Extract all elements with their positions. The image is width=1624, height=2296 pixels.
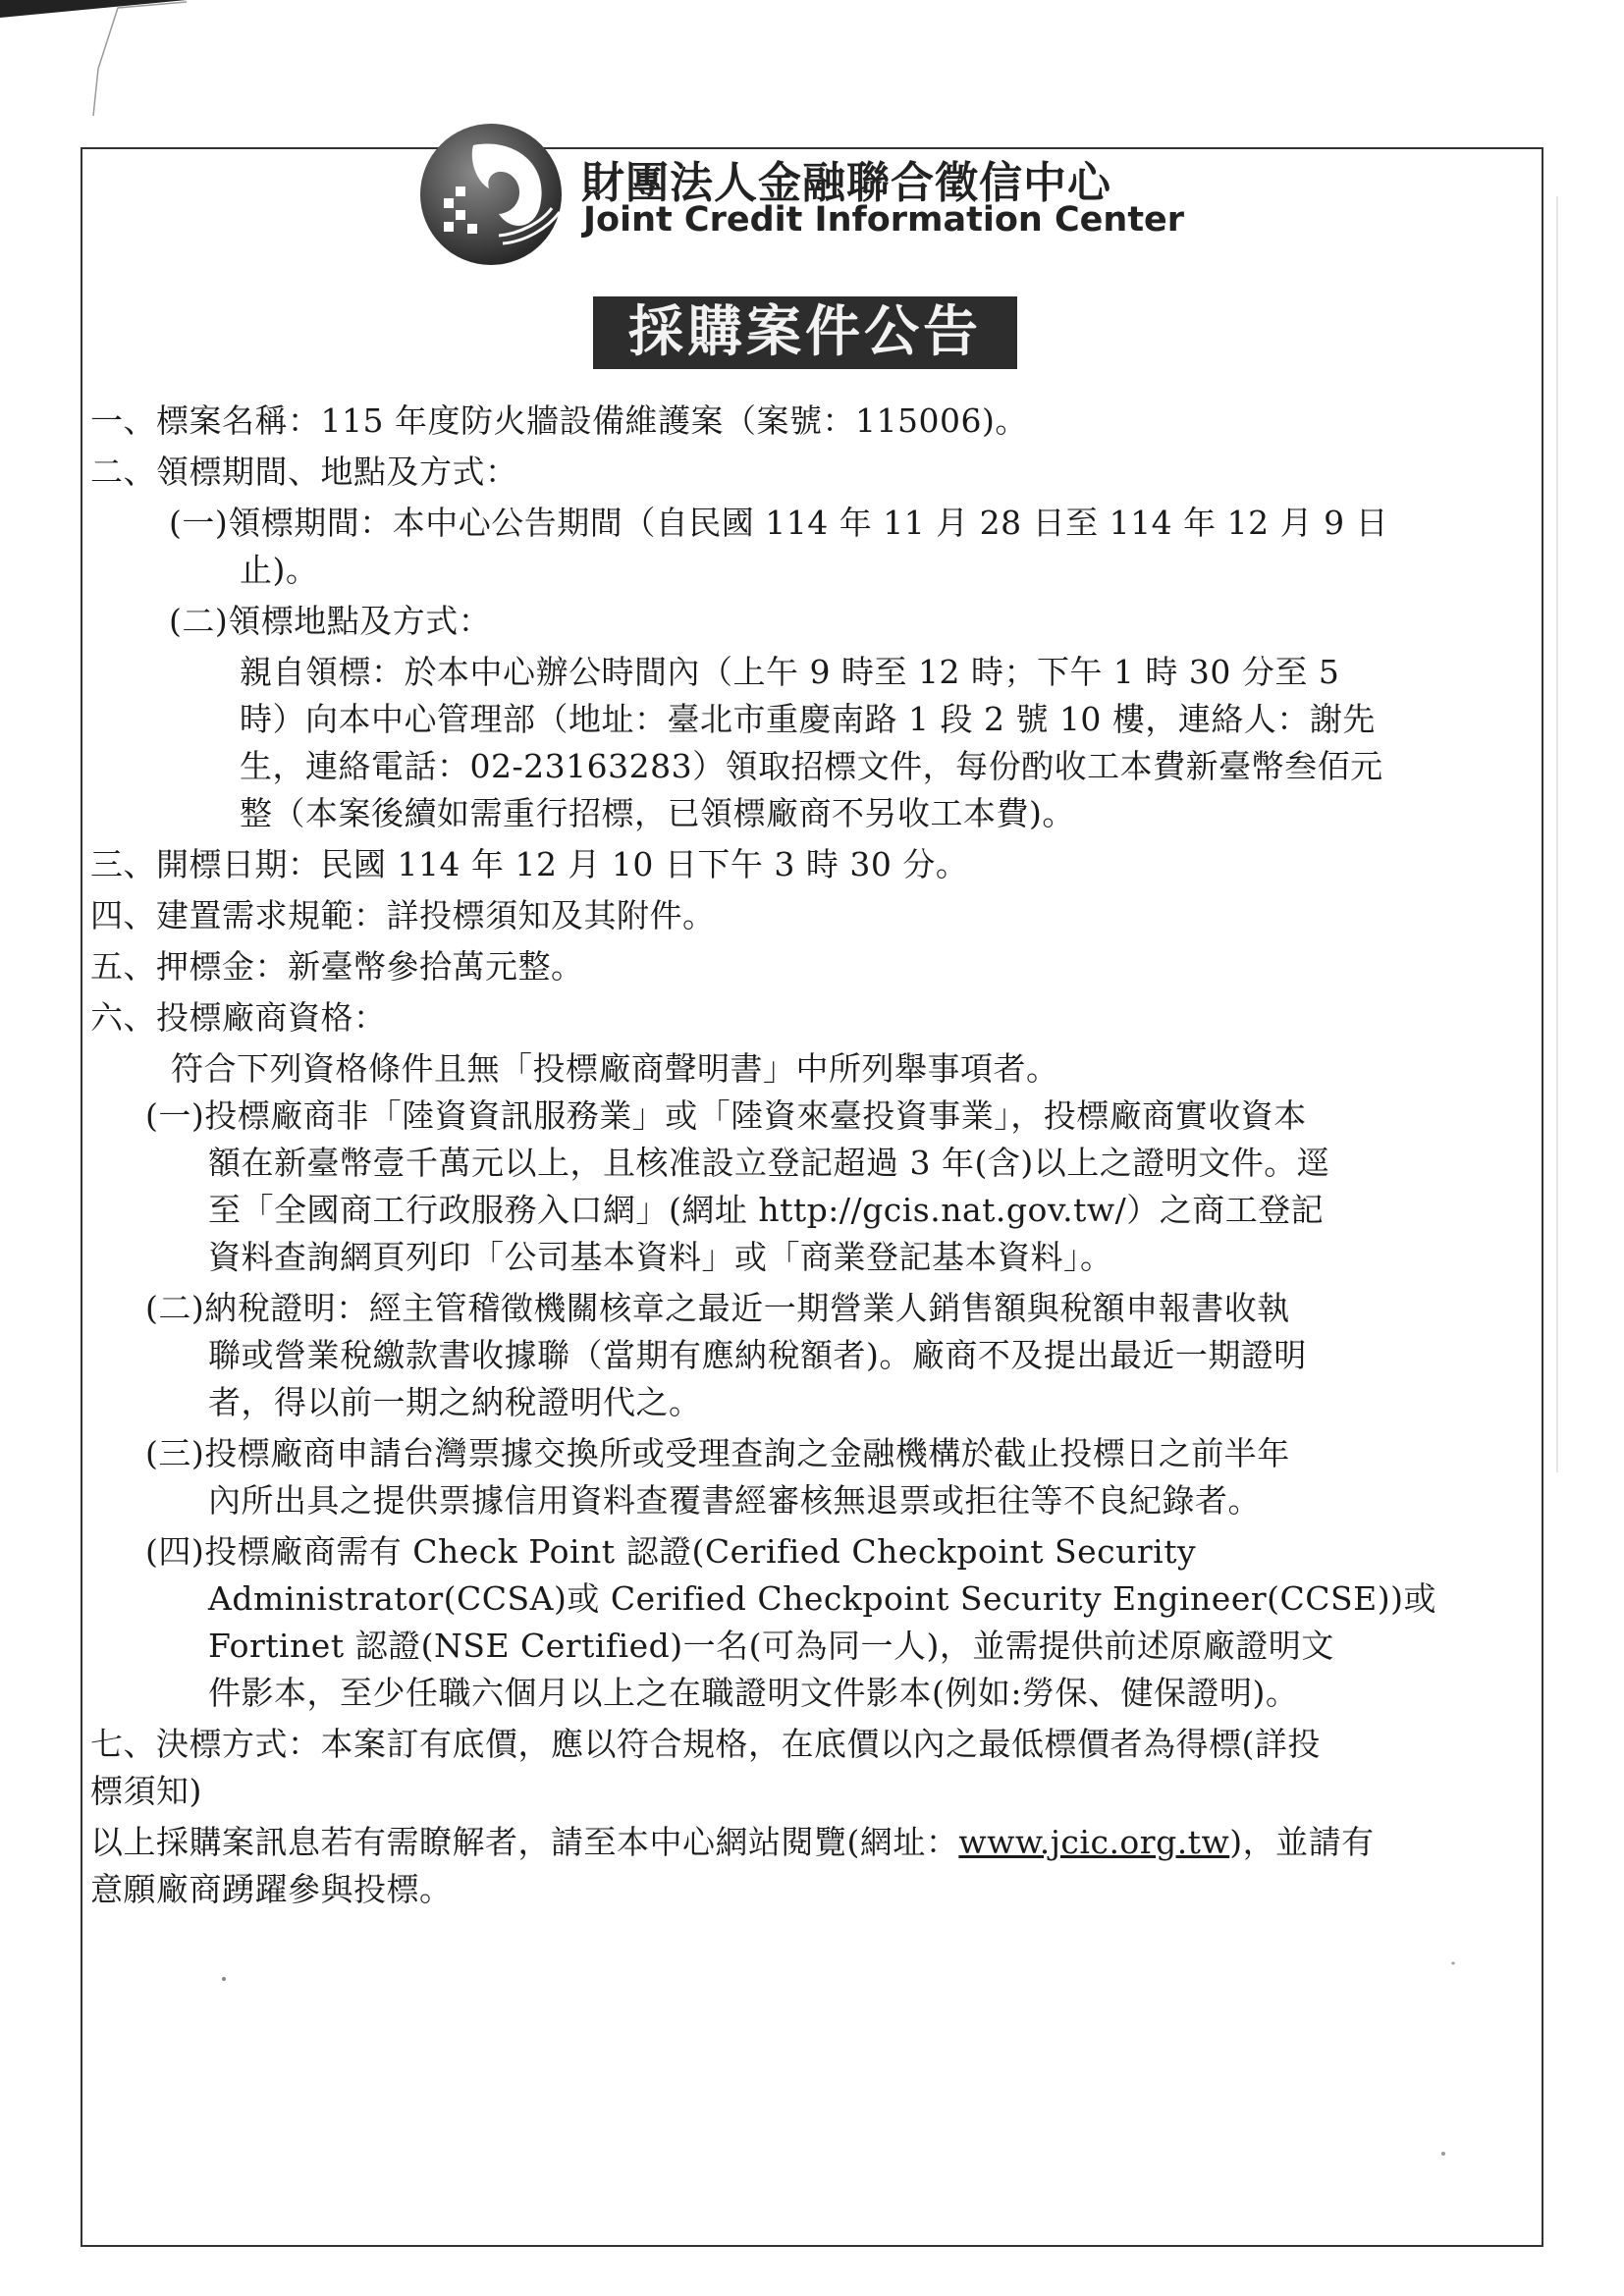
section-6-2-line: 聯或營業稅繳款書收據聯（當期有應納稅額者)。廠商不及提出最近一期證明 — [208, 1336, 1307, 1374]
closing-note — [90, 1819, 1534, 1866]
letterhead — [405, 116, 1210, 273]
section-6-4-line: Administrator(CCSA)或 Cerified Checkpoint Security Engineer(CCSE))或 — [208, 1579, 1436, 1618]
section-7-award-method: 七、決標方式：本案訂有底價，應以符合規格，在底價以內之最低標價者為得標(詳投 — [90, 1725, 1321, 1763]
section-2-2-line: 整（本案後續如需重行招標，已領標廠商不另收工本費)。 — [240, 794, 1075, 832]
section-6-3-line: 內所出具之提供票據信用資料查覆書經審核無退票或拒往等不良紀錄者。 — [208, 1481, 1261, 1520]
section-2-2-line: 時）向本中心管理部（地址：臺北市重慶南路 1 段 2 號 10 樓，連絡人：謝先 — [240, 700, 1376, 738]
jcic-website-link[interactable]: www.jcic.org.tw — [958, 1823, 1230, 1861]
section-6-4-line: (四)投標廠商需有 Check Point 認證(Cerified Checkpoint Security — [145, 1532, 1197, 1571]
section-1-tender-name: 一、標案名稱：115 年度防火牆設備維護案（案號：115006)。 — [90, 401, 1028, 440]
closing-note: 意願廠商踴躍參與投標。 — [90, 1870, 453, 1908]
section-6-4-line: Fortinet 認證(NSE Certified)一名(可為同一人)，並需提供前述原廠證明文 — [208, 1627, 1334, 1665]
section-6-4-line: 件影本，至少任職六個月以上之在職證明文件影本(例如:勞保、健保證明)。 — [208, 1674, 1299, 1712]
section-6-1-line: (一)投標廠商非「陸資資訊服務業」或「陸資來臺投資事業」，投標廠商實收資本 — [145, 1096, 1307, 1135]
section-6-intro: 符合下列資格條件且無「投標廠商聲明書」中所列舉事項者。 — [171, 1049, 1059, 1088]
section-6-1-line: 額在新臺幣壹千萬元以上，且核准設立登記超過 3 年(含)以上之證明文件。逕 — [208, 1144, 1330, 1182]
section-2-2-line: 親自領標：於本中心辦公時間內（上午 9 時至 12 時；下午 1 時 30 分至 5 — [240, 653, 1340, 691]
section-6-1-line: 資料查詢網頁列印「公司基本資料」或「商業登記基本資料」。 — [208, 1238, 1113, 1276]
section-2-heading: 二、領標期間、地點及方式： — [90, 453, 518, 491]
announcement-body — [90, 398, 1534, 1913]
section-2-1-line: 止)。 — [240, 551, 319, 589]
section-2-1-line: (一)領標期間：本中心公告期間（自民國 114 年 11 月 28 日至 114 年 12 月 9 日 — [169, 504, 1389, 542]
section-6-2-line: 者，得以前一期之納稅證明代之。 — [208, 1383, 702, 1421]
announcement-title: 採購案件公告 — [593, 296, 1017, 369]
closing-text: 以上採購案訊息若有需瞭解者，請至本中心網站閱覽(網址： — [90, 1823, 959, 1861]
section-7-award-method: 標須知) — [90, 1772, 202, 1810]
org-name-english: Joint Credit Information Center — [583, 200, 1185, 240]
jcic-logo-icon — [405, 116, 581, 273]
section-6-3-line: (三)投標廠商申請台灣票據交換所或受理查詢之金融機構於截止投標日之前半年 — [145, 1434, 1290, 1472]
section-2-2-line: 生，連絡電話：02-23163283）領取招標文件，每份酌收工本費新臺幣叁佰元 — [240, 747, 1383, 785]
section-2-2-heading: (二)領標地點及方式： — [169, 602, 492, 640]
section-6-2-line: (二)納稅證明：經主管稽徵機關核章之最近一期營業人銷售額與稅額申報書收執 — [145, 1289, 1290, 1327]
section-3-opening-date: 三、開標日期：民國 114 年 12 月 10 日下午 3 時 30 分。 — [90, 845, 969, 883]
section-6-1-line: 至「全國商工行政服務入口網」(網址 http://gcis.nat.gov.tw/）之商工登記 — [208, 1191, 1325, 1229]
section-4-specification: 四、建置需求規範：詳投標須知及其附件。 — [90, 896, 716, 934]
closing-text: )，並請有 — [1229, 1823, 1375, 1861]
org-name-chinese: 財團法人金融聯合徵信中心 — [581, 158, 1111, 208]
section-6-heading: 六、投標廠商資格： — [90, 998, 387, 1037]
section-5-bid-bond: 五、押標金：新臺幣參拾萬元整。 — [90, 947, 584, 986]
scan-corner-mark — [0, 0, 187, 118]
